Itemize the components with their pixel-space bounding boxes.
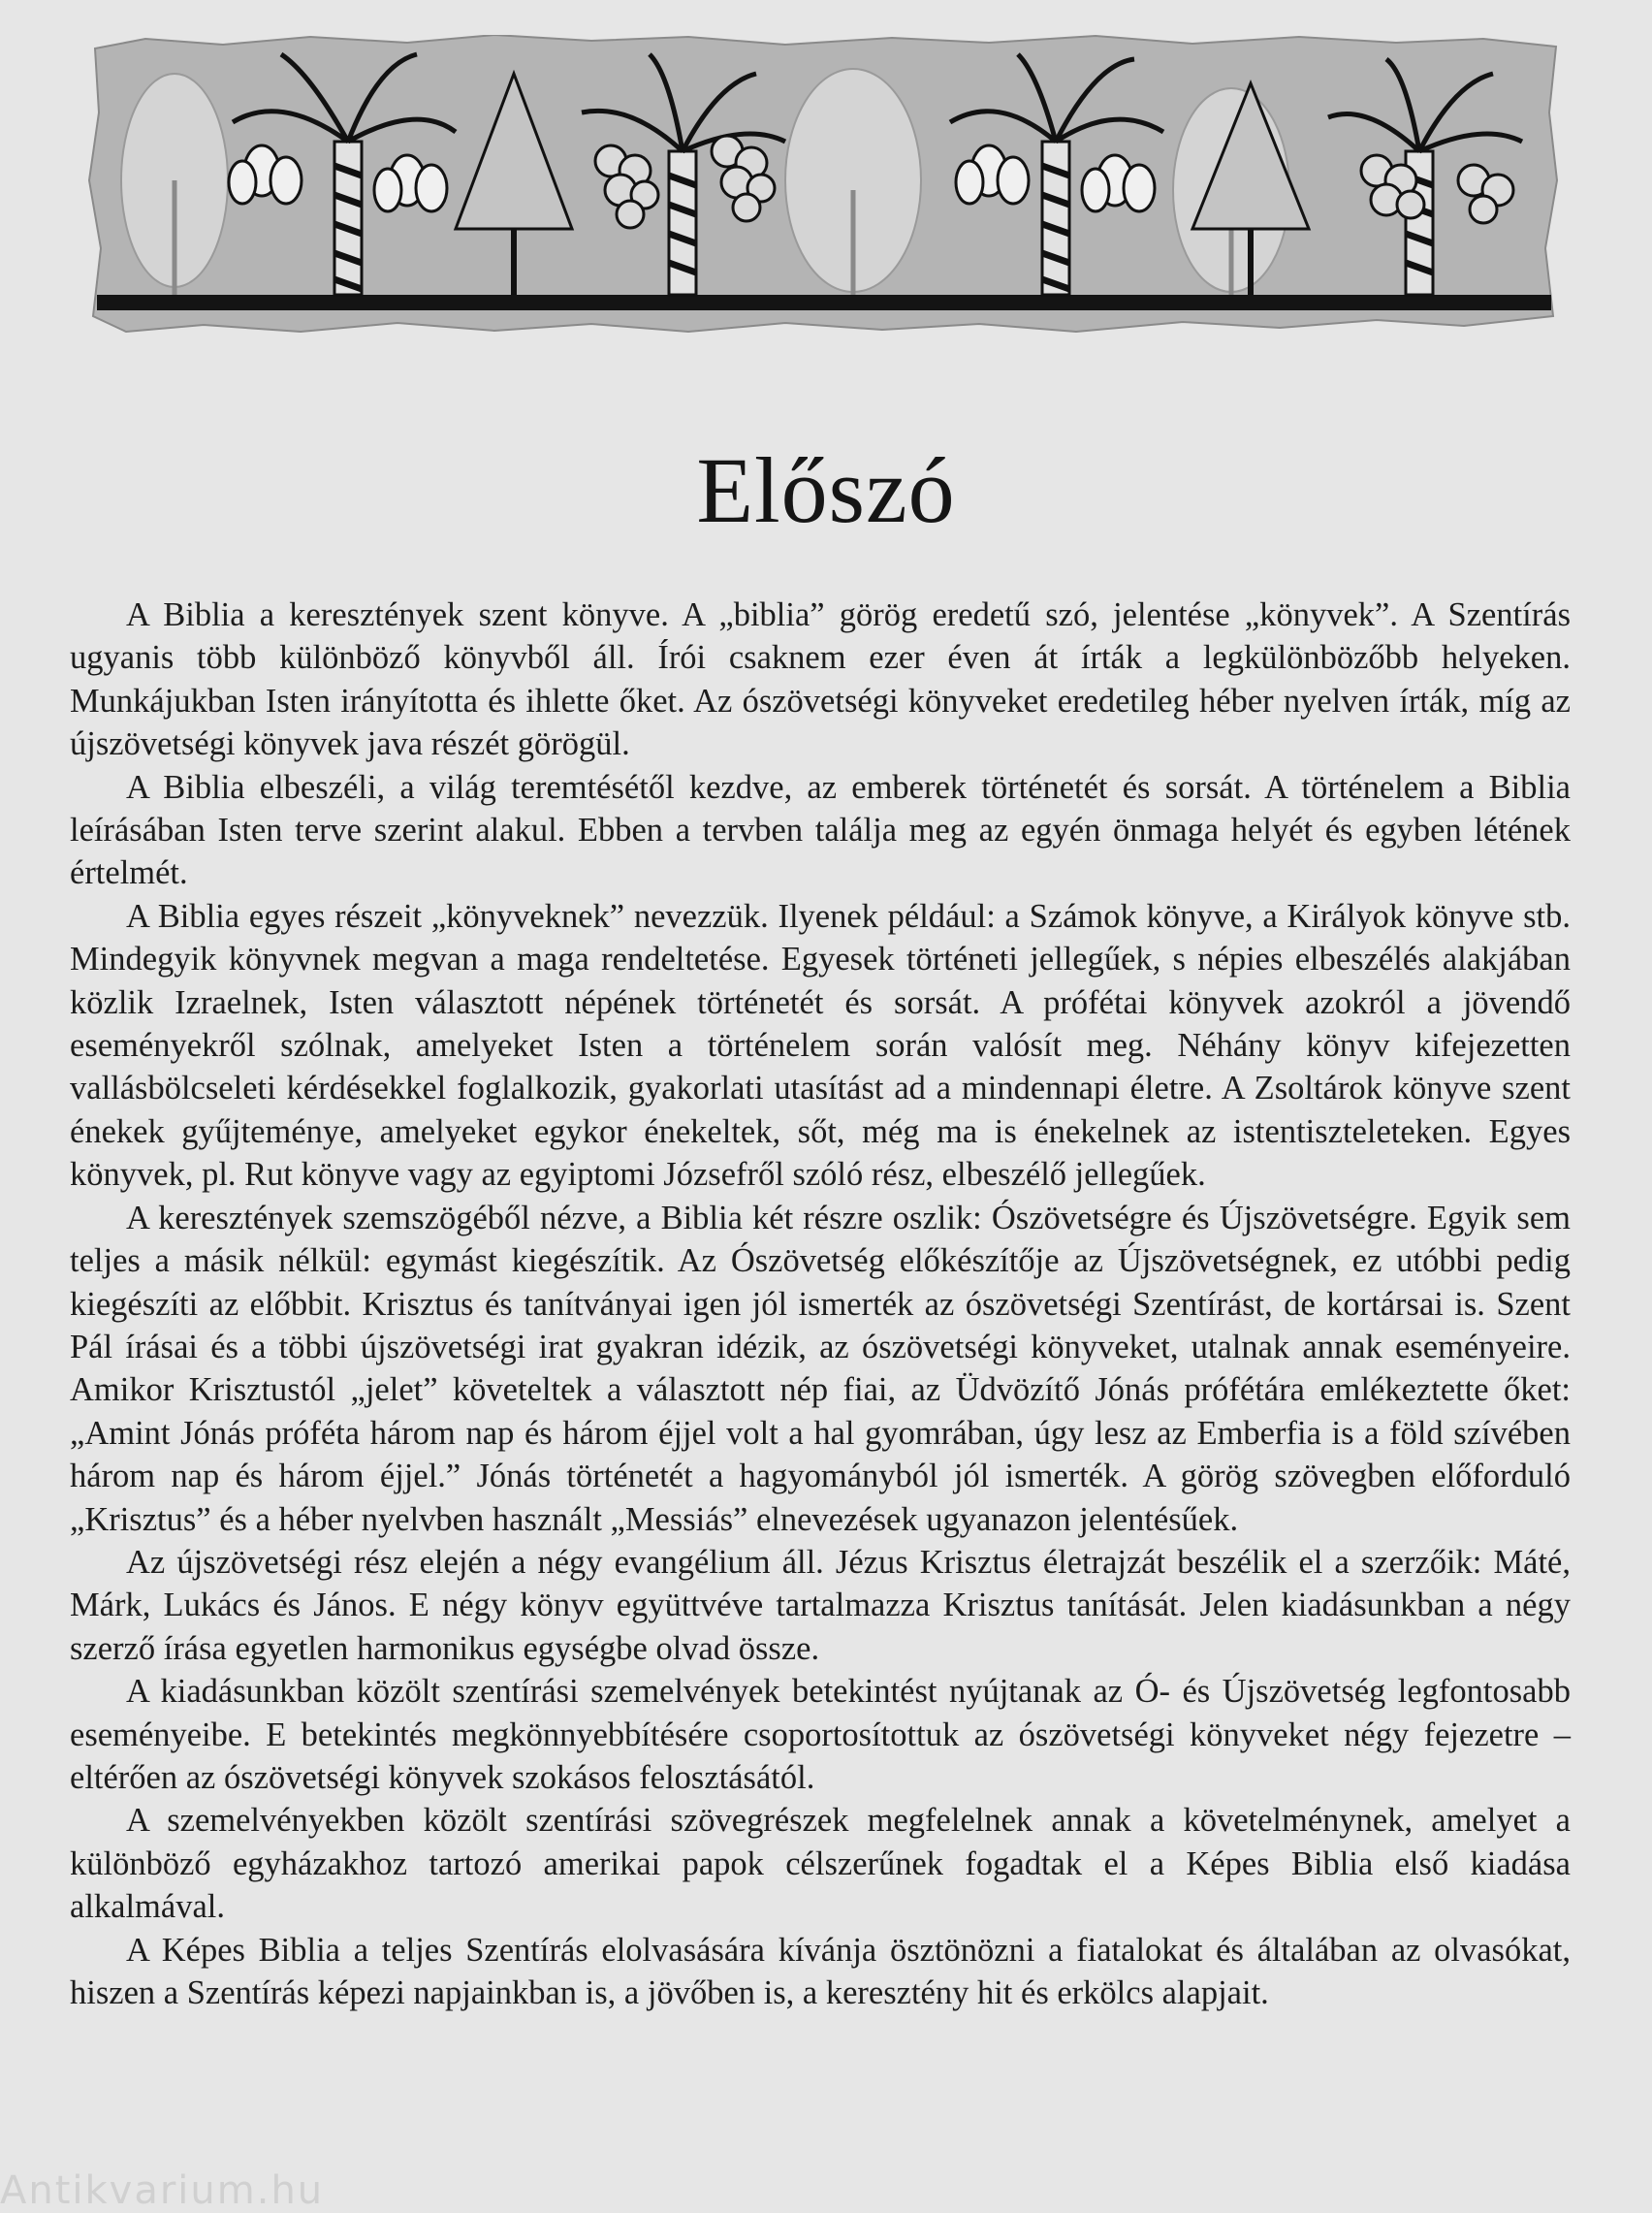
decorative-tree-frieze [87,35,1561,336]
watermark: Antikvarium.hu [0,2168,325,2213]
paragraph: A Képes Biblia a teljes Szentírás elolvasására kívánja ösztönözni a fiatalokat és általában az olvasókat, hiszen a Szentírás képezi napjainkban is, a jövőben is, a keresztény hit és erkölcs alapjait. [70,1931,1571,2011]
paragraph: A keresztények szemszögéből nézve, a Biblia két részre oszlik: Ószövetségre és Újszövetségre. Egyik sem teljes a másik nélkül: egymást kiegészítik. Az Ószövetség előkészítője az Újszövetségnek, ez utóbbi pedig kiegészíti az előbbit. Krisztus és tanítványai igen jól ismerték az ószövetségi Szentírást, de kortársai is. Szent Pál írásai és a többi újszövetségi irat gyakran idézik, az ószövetségi könyveket, utalnak annak eseményeire. Amikor Krisztustól „jelet” követeltek a választott nép fiai, az Üdvözítő Jónás prófétára emlékeztette őket: „Amint Jónás próféta három nap és három éjjel volt a hal gyomrában, úgy lesz az Emberfia is a föld szívében három nap és három éjjel.” Jónás történetét a hagyományból jól ismerték. A görög szövegben előforduló „Krisztus” és a héber nyelvben használt „Messiás” elnevezések ugyanazon jelentésűek. [70,1199,1571,1538]
paragraph: A Biblia a keresztények szent könyve. A „biblia” görög eredetű szó, jelentése „könyvek”. A Szentírás ugyanis több különböző könyvből áll. Írói csaknem ezer éven át írták a legkülönbözőbb helyeken. Munkájukban Isten irányította és ihlette őket. Az ószövetségi könyveket eredetileg héber nyelven írták, míg az újszövetségi könyvek java részét görögül. [70,596,1571,763]
paragraph: A Biblia elbeszéli, a világ teremtésétől kezdve, az emberek történetét és sorsát. A történelem a Biblia leírásában Isten terve szerint alakul. Ebben a tervben találja meg az egyén önmaga helyét és egyben létének értelmét. [70,768,1571,892]
tree-frieze-illustration [87,35,1561,336]
foreword-body [70,593,1571,2014]
paragraph: A szemelvényekben közölt szentírási szövegrészek megfelelnek annak a követelménynek, amelyet a különböző egyházakhoz tartozó amerikai papok célszerűnek fogadtak el a Képes Biblia első kiadása alkalmával. [70,1802,1571,1926]
page-title: Előszó [696,438,956,542]
paragraph: A kiadásunkban közölt szentírási szemelvények betekintést nyújtanak az Ó- és Újszövetség legfontosabb eseményeibe. E betekintés megkönnyebbítésére csoportosítottuk az ószövetségi könyveket négy fejezetre – eltérően az ószövetségi könyvek szokásos felosztásától. [70,1673,1571,1796]
paragraph: Az újszövetségi rész elején a négy evangélium áll. Jézus Krisztus életrajzát beszélik el a szerzőik: Máté, Márk, Lukács és János. E négy könyv együttvéve tartalmazza Krisztus tanítását. Jelen kiadásunkban a négy szerző írása egyetlen harmonikus egységbe olvad össze. [70,1543,1571,1667]
paragraph: A Biblia egyes részeit „könyveknek” nevezzük. Ilyenek például: a Számok könyve, a Királyok könyve stb. Mindegyik könyvnek megvan a maga rendeltetése. Egyesek történeti jellegűek, s népies elbeszélés alakjában közlik Izraelnek, Isten választott népének történetét és sorsát. A prófétai könyvek azokról a jövendő eseményekről szólnak, amelyeket Isten a történelem során valósít meg. Néhány könyv kifejezetten vallásbölcseleti kérdésekkel foglalkozik, gyakorlati utasítást ad a mindennapi életre. A Zsoltárok könyve szent énekek gyűjteménye, amelyeket egykor énekeltek, sőt, még ma is énekelnek az istentiszteleteken. Egyes könyvek, pl. Rut könyve vagy az egyiptomi Józsefről szóló rész, elbeszélő jellegűek. [70,897,1571,1194]
